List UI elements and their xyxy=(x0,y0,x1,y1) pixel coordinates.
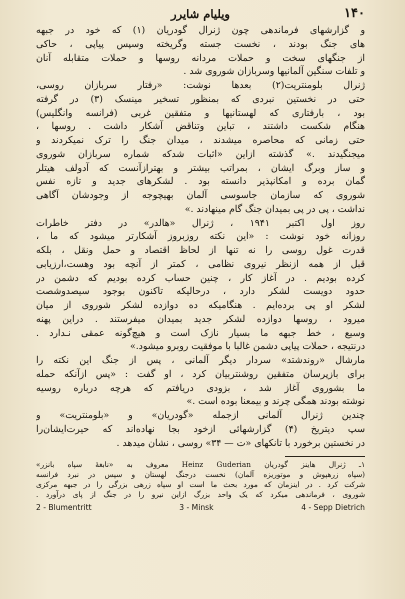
page-number: ۱۴۰ xyxy=(344,6,365,21)
text-line: روز اول اکتبر ۱۹۴۱ ، ژنرال «هالدر» در دفتر خاطرات xyxy=(36,217,365,229)
text-line: میجنگیدند .» گذشته ازاین «اثبات شدکه شماره سربازان شوروی xyxy=(36,148,365,160)
text-line: ژنرال بلومنتریت(۲) بعدها نوشت: «رفتار سربازان روسی، xyxy=(36,80,365,91)
footnote-line: (سپاه زرهپوش و موتوریزه آلمان) نخست درجنگ لهستان و سپس در نبرد فرانسه xyxy=(36,470,365,480)
text-line: های جنگ بودند ، نخست جسته وگریخته وسپس پیاپی ، حاکی xyxy=(36,38,365,50)
footnote-name: 2 - Blumentritt xyxy=(36,503,92,513)
text-line: میرود ، روسها دوازده لشکر جدید بمیدان میفرستند . دراین پهنه xyxy=(36,313,365,325)
text-line: و تلفات سنگین آلمانیها وسربازان شوروی شد . xyxy=(183,66,365,78)
text-line: وسیع ، خط جبهه ما بسیار نازک است و هیچ‌گونه عمقی نـدارد . xyxy=(36,327,365,339)
footnote-line: شرکت کرد . در اینزمان که مورد بحث ما است او سپاه زرهی بزرگی را در جبهه مرکزی xyxy=(36,480,365,490)
text-line: کرده بودیم . در آغاز کار ، چنین حساب کرده بودیم که دشمن در xyxy=(36,272,365,284)
text-line: چندین ژنرال آلمانی ازجمله «گودریان» و «بلومنتریت» و xyxy=(36,410,365,421)
footnote-name: 4 - Sepp Dietrich xyxy=(301,503,365,513)
text-line: سپ دیتریخ (۴) گزارشهائی ازخود بجا نهاده‌اند که حیرت‌ایشان‌را xyxy=(36,423,365,435)
text-line: روزانه خود نوشت : «این نکته روزبروز آشکارتر میشود که ما ، xyxy=(36,231,365,243)
text-line: برای بازپرسان متفقین روشنتربیان کرد ، او گفت : «پس ازآنکه حمله xyxy=(36,368,365,380)
body-text xyxy=(36,24,365,450)
footnote-names xyxy=(36,503,365,512)
text-line: نوشته بودند همگی چرند و بیمعنا بوده است .» xyxy=(186,396,365,408)
footnotes xyxy=(36,460,365,500)
footnote-line: شوروی ، فرماندهی میکرد که یک واحد بزرگ ازاین نیرو را در جنگ از پای درآورد . xyxy=(36,490,365,500)
text-line: مارشال «روندشتد» سردار دیگر آلمانی ، پس از جنگ این نکته را xyxy=(36,355,365,366)
text-line: نداشت ، پی در پی بمیدان جنگ گام مینهادند .» xyxy=(184,203,365,215)
text-line: درنتیجه ، حملات پیاپی دشمن غالبا با موفقیت روبرو میشود.» xyxy=(129,341,365,353)
text-line: ما بشوروی آغاز شد ، بزودی دریافتم که هرچه درباره روسیه xyxy=(36,382,365,394)
text-line: و گزارشهای فرماندهی چون ژنرال گودریان (۱) که خود در جبهه xyxy=(36,25,365,36)
text-line: حتی در نخستین نبردی که بمنظور تسخیر مینسک (۳) در گرفته xyxy=(36,93,365,105)
running-title: ویلیام شایرر xyxy=(171,7,230,21)
footnote-name: 3 - Minsk xyxy=(179,503,214,513)
text-line: در نخستین برخورد با تانکهای «ت — ۳۴» روسی ، نشان میدهد . xyxy=(116,437,365,449)
text-line: قبل از همه ازنظر نیروی نظامی ، کمتر از آنچه بود وهست،ارزیابی xyxy=(36,258,365,270)
text-line: حتی زمانی که محاصره میشدند ، میدان جنگ را ترک نمیکردند و xyxy=(36,135,365,146)
page-header xyxy=(36,6,365,24)
footnote-line: ۱ـ ژنرال هاینز گودریان Heinz Guderian معروف به «نابغهٔ سپاه بانزر» xyxy=(36,460,365,470)
text-line: لشکر او پی برده‌ایم . هنگامیکه ده دوازده لشکر شوروی از میان xyxy=(36,300,365,311)
text-line: از جنگهای سخت و حملات مردانه روسها و حملات متقابله آنان xyxy=(36,52,365,64)
text-line: گمان برده و امکانپذیر دانسته بود . لشکرهای جدید و تازه نفس xyxy=(36,176,365,188)
text-line: شوروی که سازمان جاسوسی آلمان بهیچوجه از وجودشان آگاهی xyxy=(36,190,365,201)
text-line: حدود دویست لشکر دارد ، درحالیکه تاکنون بوجود سیصدوشصت xyxy=(36,286,365,298)
text-line: بود ، بارفتاری که لهستانیها و متفقین غربی (فرانسه وانگلیس) xyxy=(36,107,365,119)
text-line: هنگام شکست داشتند ، تباین وتناقض آشکار داشت . روسها ، xyxy=(36,121,365,133)
text-line: قدرت غول روسی را نه تنها از لحاظ اقتصاد و حمل ونقل ، بلکه xyxy=(36,245,365,256)
footnote-divider xyxy=(285,456,365,457)
text-line: و ساز وبرگ ایشان ، بمراتب بیشتر و بهترازآنست که آدولف هیتلر xyxy=(36,162,365,174)
